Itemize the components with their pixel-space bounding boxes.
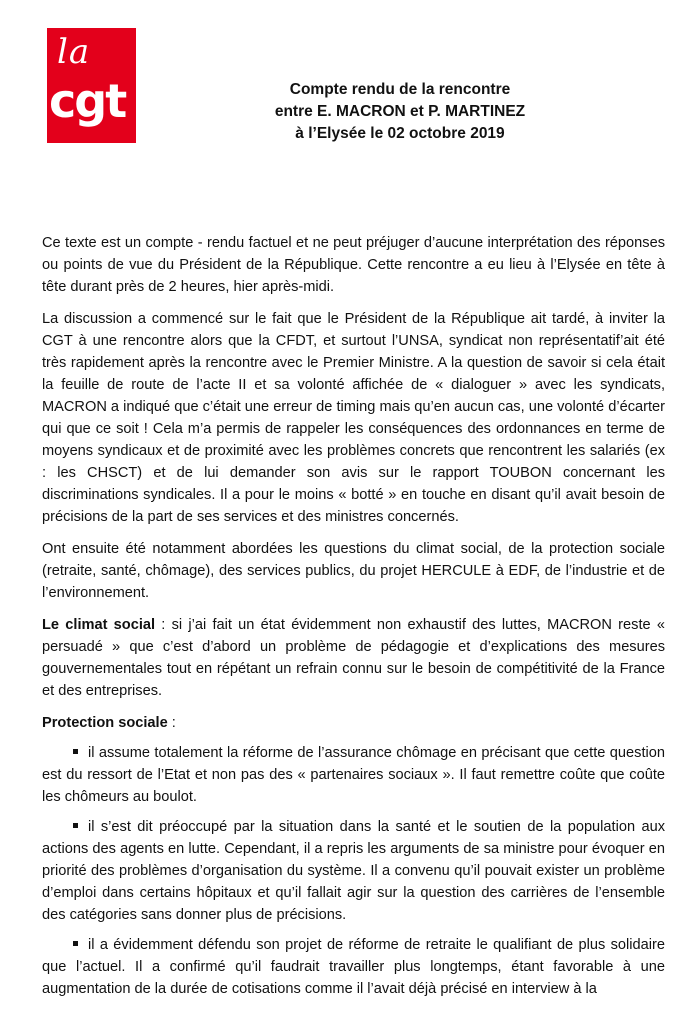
protection-sociale-suffix: :: [167, 715, 176, 731]
discussion-paragraph: La discussion a commencé sur le fait que le Président de la République ait tardé, à inviter la CGT à une rencontre alors que la CFDT, et surtout l’UNSA, syndicat non représentatif’ait été très rapidement après la rencontre avec le Premier Ministre. A la question de savoir si cela était la feuille de route de l’acte II et sa volonté affichée de « dialoguer » avec les syndicats, MACRON a indiqué que c’était une erreur de timing mais qu’en aucun cas, une volonté d’écarter qui que ce soit ! Cela m’a permis de rappeler les conséquences des ordonnances en terme de moyens syndicaux et de proximité avec les problèmes concrets que rencontrent les salariés (ex : les CHSCT) et de lui demander son avis sur le rapport TOUBON concernant les discriminations syndicales. Il a pour le moins « botté » en touche en disant qu’il avait besoin de précisions de la part de ses services et des ministres concernés.: [42, 311, 666, 525]
climat-social-text: : si j’ai fait un état évidemment non exhaustif des luttes, MACRON reste « persuadé » que c’est d’abord un problème de pédagogie et d’explications des mesures gouvernementales tout en répétant un refrain connu sur le besoin de compétitivité de la France et des entreprises.: [42, 617, 665, 699]
bullet-text: il a évidemment défendu son projet de réforme de retraite le qualifiant de plus solidaire que l’actuel. Il a confirmé qu’il faudrait travailler plus longtemps, étant favorable à une augmentation de la durée de cotisations comme il l’avait déjà précisé en interview à la: [42, 937, 665, 997]
list-item: [42, 816, 665, 926]
climat-social-paragraph: [42, 614, 665, 702]
title-line-1: Compte rendu de la rencontre: [289, 81, 511, 98]
square-bullet-icon: [73, 941, 78, 946]
topics-paragraph: Ont ensuite été notamment abordées les questions du climat social, de la protection sociale (retraite, santé, chômage), des services publics, du projet HERCULE à EDF, de l’industrie et de l’environnement.: [42, 541, 665, 601]
list-item: [42, 742, 665, 808]
protection-sociale-heading: Protection sociale: [42, 715, 168, 731]
square-bullet-icon: [73, 823, 78, 828]
square-bullet-icon: [73, 749, 78, 754]
document-body: [42, 232, 665, 1008]
document-title: [190, 79, 610, 145]
cgt-logo: [47, 28, 136, 143]
protection-sociale-heading-line: [42, 712, 665, 734]
protection-sociale-list: [42, 742, 665, 1000]
logo-la-text: la: [57, 32, 91, 72]
title-line-3: à l’Elysée le 02 octobre 2019: [295, 125, 505, 142]
bullet-text: il s’est dit préoccupé par la situation dans la santé et le soutien de la population aux actions des agents en lutte. Cependant, il a repris les arguments de sa ministre pour évoquer en priorité des problèmes d’organisation du système. Il a convenu qu’il pouvait exister un problème d’emploi dans certains hôpitaux et qu’il fallait agir sur la question des carrières de l’ensemble des catégories sans donner plus de précisions.: [42, 819, 665, 923]
logo-cgt-text: cgt: [49, 74, 126, 128]
list-item: [42, 934, 665, 1000]
intro-paragraph: Ce texte est un compte - rendu factuel et ne peut préjuger d’aucune interprétation des réponses ou points de vue du Président de la République. Cette rencontre a eu lieu à l’Elysée en tête à tête durant près de 2 heures, hier après-midi.: [42, 235, 665, 295]
title-line-2: entre E. MACRON et P. MARTINEZ: [274, 103, 526, 120]
climat-social-heading: Le climat social: [42, 617, 156, 633]
bullet-text: il assume totalement la réforme de l’assurance chômage en précisant que cette question est du ressort de l’Etat et non pas des « partenaires sociaux ». Il faut remettre coûte que coûte les chômeurs au boulot.: [42, 745, 665, 805]
